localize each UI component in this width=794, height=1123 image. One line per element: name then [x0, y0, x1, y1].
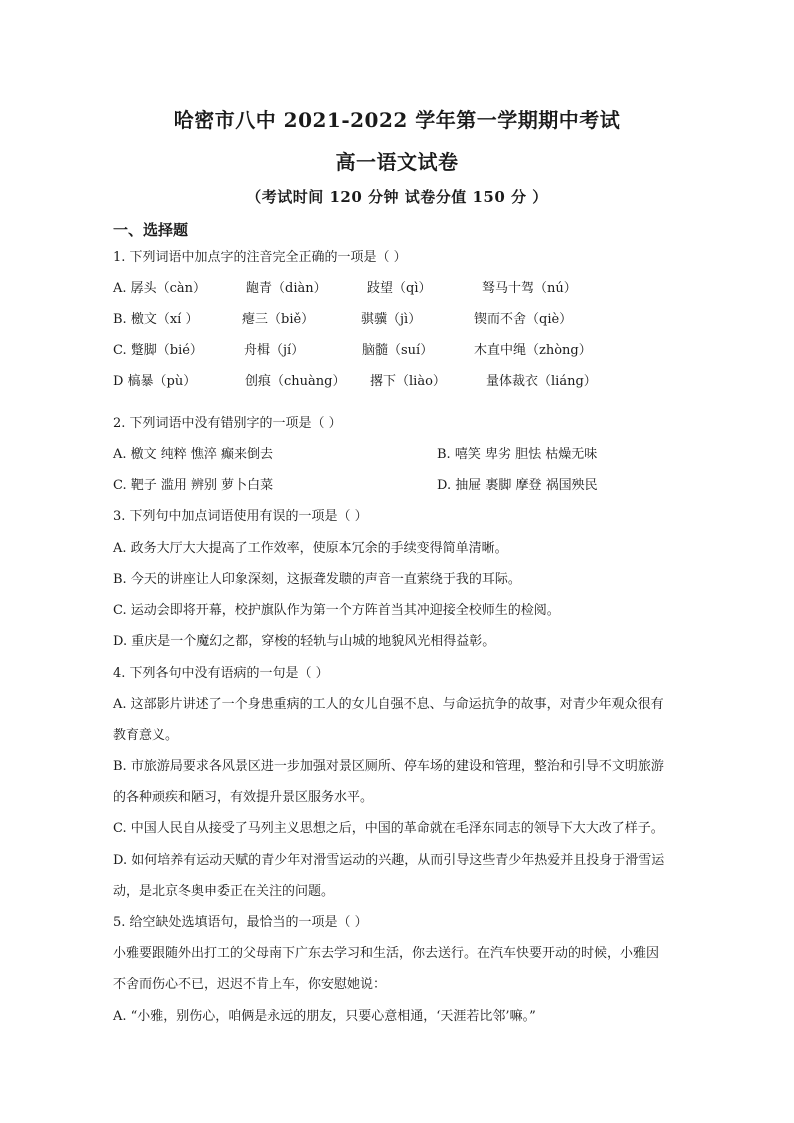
q2-option-d: D. 抽屉 裹脚 摩登 祸国殃民: [437, 478, 598, 493]
q1-stem: 1. 下列词语中加点字的注音完全正确的一项是（ ）: [113, 250, 407, 265]
q4-option-d-line2: 动，是北京冬奥申委正在关注的问题。: [113, 884, 335, 899]
q1-option-c-1: C. 蹩脚（bié）: [113, 343, 203, 358]
q4-stem: 4. 下列各句中没有语病的一句是（ ）: [113, 666, 329, 681]
q4-option-c: C. 中国人民自从接受了马列主义思想之后，中国的革命就在毛泽东同志的领导下大大改了样子。: [113, 821, 664, 836]
q5-option-a: A. “小雅，别伤心，咱俩是永远的朋友，只要心意相通，‘天涯若比邻’嘛。”: [113, 1009, 536, 1024]
section-title: 一、选择题: [113, 221, 189, 239]
q3-stem: 3. 下列句中加点词语使用有误的一项是（ ）: [113, 509, 368, 524]
q2-option-a: A. 檄文 纯粹 憔淬 癫来倒去: [113, 447, 274, 462]
q2-stem: 2. 下列词语中没有错别字的一项是（ ）: [113, 416, 342, 431]
q1-option-d-4: 量体裁衣（liáng）: [486, 374, 597, 389]
q5-stem: 5. 给空缺处选填语句，最恰当的一项是（ ）: [113, 915, 368, 930]
q3-option-c: C. 运动会即将开幕，校护旗队作为第一个方阵首当其冲迎接全校师生的检阅。: [113, 603, 560, 618]
q3-option-b: B. 今天的讲座让人印象深刻，这振聋发聩的声音一直萦绕于我的耳际。: [113, 572, 521, 587]
q5-context-line1: 小雅要跟随外出打工的父母南下广东去学习和生活，你去送行。在汽车快要开动的时候，小雅因: [113, 946, 660, 961]
q1-option-b-1: B. 檄文（xí ）: [113, 312, 199, 327]
exam-title: 哈密市八中 2021-2022 学年第一学期期中考试: [173, 108, 621, 132]
q1-option-a-2: 龅青（diàn）: [246, 281, 327, 296]
exam-subtitle: 高一语文试卷: [335, 150, 459, 174]
q4-option-a-line2: 教育意义。: [113, 728, 179, 743]
q5-context-line2: 不舍而伤心不已，迟迟不肯上车，你安慰她说：: [113, 977, 387, 992]
q4-option-b-line2: 的各种顽疾和陋习，有效提升景区服务水平。: [113, 790, 374, 805]
q4-option-a-line1: A. 这部影片讲述了一个身患重病的工人的女儿自强不息、与命运抗争的故事，对青少年观众很有: [113, 697, 664, 712]
q1-option-b-4: 锲而不舍（qiè）: [474, 312, 573, 327]
q1-option-d-3: 撂下（liào）: [370, 374, 446, 389]
q1-option-c-4: 木直中绳（zhòng）: [474, 343, 592, 358]
q1-option-b-3: 骐骥（jì）: [361, 312, 422, 327]
q4-option-d-line1: D. 如何培养有运动天赋的青少年对滑雪运动的兴趣，从而引导这些青少年热爱并且投身于滑雪运: [113, 853, 665, 868]
q4-option-b-line1: B. 市旅游局要求各风景区进一步加强对景区厕所、停车场的建设和管理，整治和引导不文明旅游: [113, 759, 664, 774]
q2-option-b: B. 嘻笑 卑劣 胆怯 枯燥无味: [437, 447, 598, 462]
q1-option-a-4: 驽马十驾（nú）: [482, 281, 577, 296]
q1-option-c-3: 脑髓（suí）: [362, 343, 434, 358]
q1-option-d-1: D 槁暴（pù）: [113, 374, 197, 389]
q1-option-d-2: 创痕（chuàng）: [245, 374, 346, 389]
q3-option-a: A. 政务大厅大大提高了工作效率，使原本冗余的手续变得简单清晰。: [113, 541, 508, 556]
q1-option-c-2: 舟楫（jí）: [244, 343, 305, 358]
q1-option-a-1: A. 孱头（càn）: [113, 281, 207, 296]
q3-option-d: D. 重庆是一个魔幻之都，穿梭的轻轨与山城的地貌风光相得益彰。: [113, 634, 496, 649]
q1-option-b-2: 瘪三（biě）: [242, 312, 315, 327]
q1-option-a-3: 跂望（qì）: [367, 281, 432, 296]
q2-option-c: C. 靶子 滥用 辨别 萝卜白菜: [113, 478, 274, 493]
exam-info: （考试时间 120 分钟 试卷分值 150 分 ）: [246, 188, 548, 206]
